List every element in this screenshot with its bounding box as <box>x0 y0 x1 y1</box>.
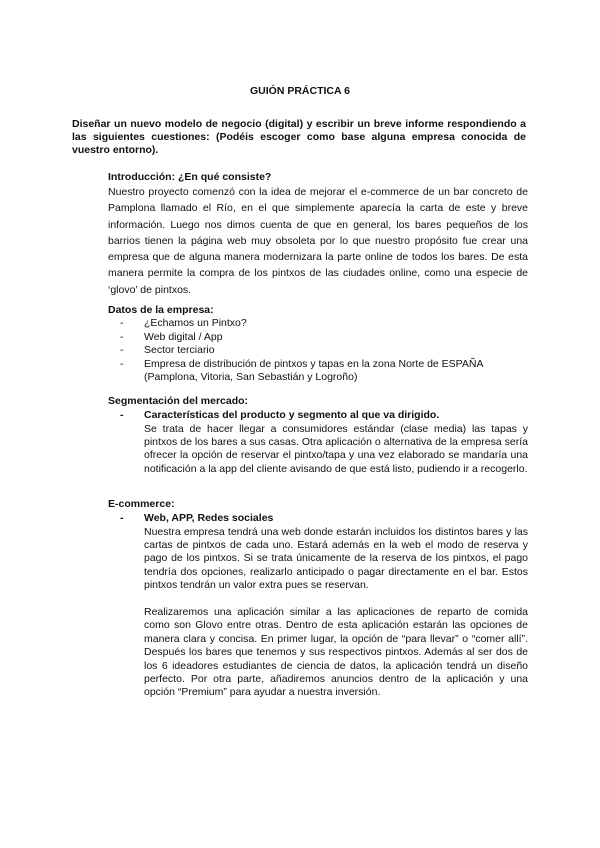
section-heading: Segmentación del mercado: <box>108 395 249 407</box>
company-data-list <box>108 317 528 385</box>
section-heading: Datos de la empresa: <box>108 304 214 316</box>
document-title: GUIÓN PRÁCTICA 6 <box>250 85 350 97</box>
list-item: - Web digital / App <box>108 331 528 345</box>
dash-bullet: - <box>120 512 124 524</box>
section-heading: Introducción: ¿En qué consiste? <box>108 171 272 183</box>
sub-item-paragraph: Se trata de hacer llegar a consumidores estándar (clase media) las tapas y pintxos de los bares a sus casas. Otra aplicación o alternativa de la empresa sería ofrecer la opción de reservar el pintxo/tapa y una vez elaborado se mandaría una notificación a la app del cliente avisando de que está listo, pudiendo ir a recogerlo. <box>144 422 528 475</box>
list-item: - ¿Echamos un Pintxo? <box>108 317 528 331</box>
assignment-instructions: Diseñar un nuevo modelo de negocio (digital) y escribir un breve informe respondiendo a las siguientes cuestiones: (Podéis escoger como base alguna empresa conocida de vuestro entorno). <box>72 118 526 156</box>
sub-item <box>108 512 528 700</box>
sub-item-paragraph: Nuestra empresa tendrá una web donde estarán incluidos los distintos bares y las cartas de pintxos de cada uno. Estará además en la web el modo de reserva y pago de los pintxos. Si se trata únicamente de la reserva de los pintxos, el pago tendría dos opciones, realizarlo anticipado o pagar directamente en el bar. Estos pintxos tendrán un valor extra pues se reservan. <box>144 525 528 592</box>
sub-item <box>108 409 528 476</box>
list-item: - Sector terciario <box>108 344 528 358</box>
dash-bullet: - <box>120 409 124 421</box>
section-ecommerce <box>108 497 528 700</box>
sub-item-paragraph: Realizaremos una aplicación similar a las aplicaciones de reparto de comida como son Glovo entre otras. Dentro de esta aplicación estarán las opciones de manera clara y concisa. En primer lugar, la opción de “para llevar” o “comer allí”. Después los bares que tenemos y sus respectivos pintxos. Además al ser dos de los 6 ideadores estudiantes de ciencia de datos, la aplicación tendrá un diseño perfecto. Por otra parte, añadiremos anuncios dentro de la aplicación y una opción “Premium” para ayudar a nuestra inversión. <box>144 605 528 699</box>
section-introduccion <box>108 170 528 298</box>
sub-item-heading: Web, APP, Redes sociales <box>144 512 274 524</box>
section-paragraph: Nuestro proyecto comenzó con la idea de mejorar el e-commerce de un bar concreto de Pamplona llamado el Río, en el que simplemente aparecía la carta de este y breve información. Luego nos dimos cuenta de que en general, los bares pequeños de los barrios tienen la página web muy obsoleta por lo que nuestro propósito fue crear una empresa que de alguna manera modernizara la parte online de todos los bares. De esta manera permite la compra de los pintxos de las ciudades online, como una especie de ‘glovo’ de pintxos. <box>108 186 528 296</box>
section-heading: E-commerce: <box>108 498 175 510</box>
section-datos-empresa <box>108 303 528 385</box>
list-item: - Empresa de distribución de pintxos y tapas en la zona Norte de ESPAÑA (Pamplona, Vitoria, San Sebastián y Logroño) <box>108 358 528 385</box>
sub-item-heading: Características del producto y segmento al que va dirigido. <box>144 409 440 421</box>
section-segmentacion <box>108 394 528 476</box>
paragraph-gap <box>144 593 528 606</box>
